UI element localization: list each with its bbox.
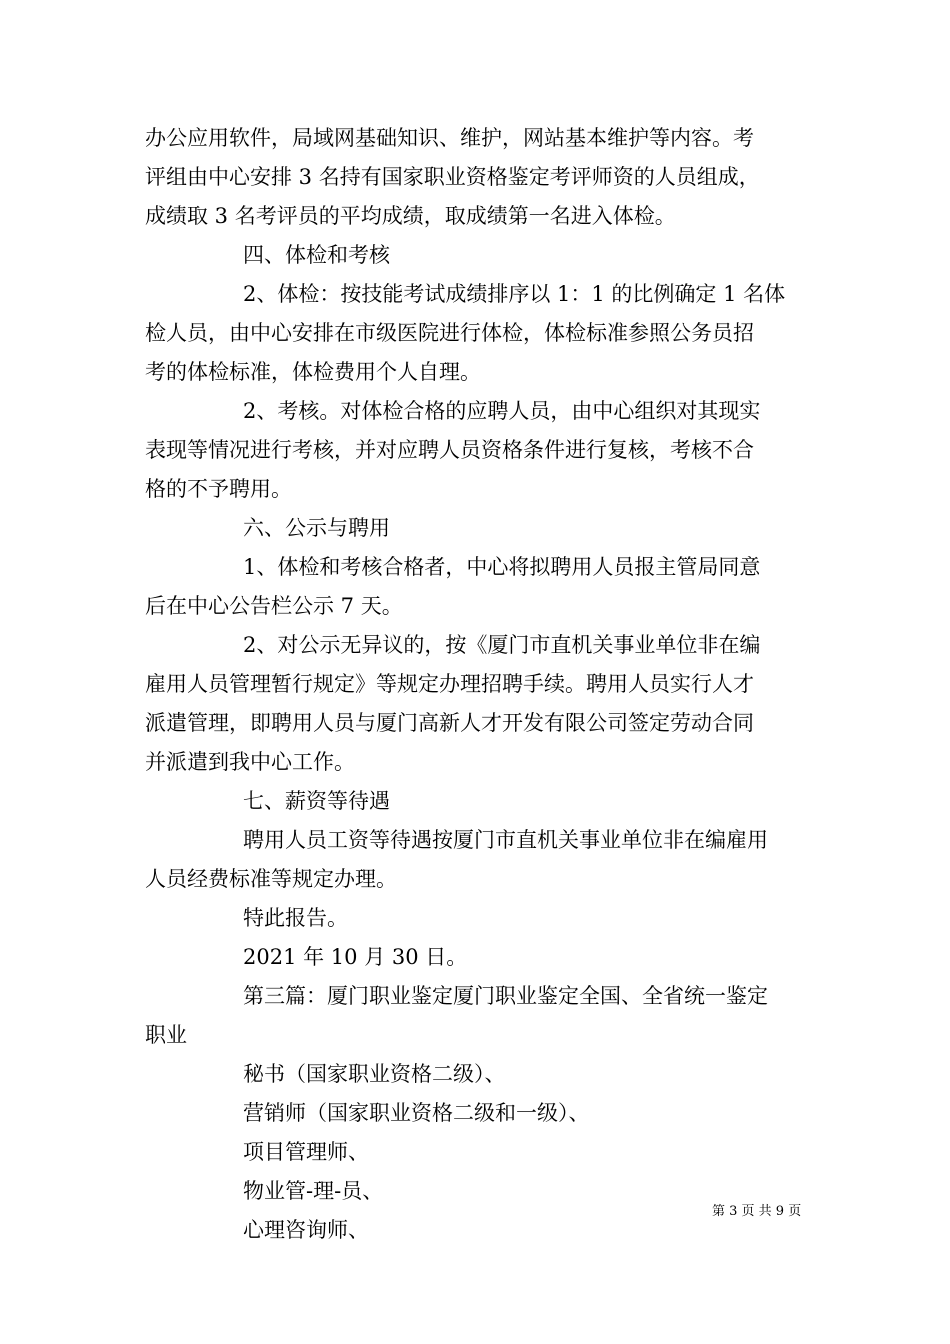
paragraph-line: 2、体检：按技能考试成绩排序以 1：1 的比例确定 1 名体 <box>243 282 786 306</box>
list-item: 项目管理师、 <box>243 1140 369 1164</box>
section-heading: 四、体检和考核 <box>243 243 390 267</box>
paragraph-line: 后在中心公告栏公示 7 天。 <box>145 594 403 618</box>
list-item: 心理咨询师、 <box>243 1218 369 1242</box>
paragraph-line: 并派遣到我中心工作。 <box>145 750 355 774</box>
section-heading: 七、薪资等待遇 <box>243 789 390 813</box>
paragraph-line: 检人员，由中心安排在市级医院进行体检，体检标准参照公务员招 <box>145 321 754 345</box>
paragraph-line: 派遣管理，即聘用人员与厦门高新人才开发有限公司签定劳动合同 <box>145 711 754 735</box>
paragraph-line: 聘用人员工资等待遇按厦门市直机关事业单位非在编雇用 <box>243 828 768 852</box>
paragraph-line: 雇用人员管理暂行规定》等规定办理招聘手续。聘用人员实行人才 <box>145 672 754 696</box>
list-item: 物业管-理-员、 <box>243 1179 384 1203</box>
paragraph-line: 1、体检和考核合格者，中心将拟聘用人员报主管局同意 <box>243 555 761 579</box>
paragraph-line: 考的体检标准，体检费用个人自理。 <box>145 360 481 384</box>
list-item: 秘书（国家职业资格二级）、 <box>243 1062 506 1086</box>
paragraph-line: 职业 <box>145 1023 187 1047</box>
section-heading: 第三篇：厦门职业鉴定厦门职业鉴定全国、全省统一鉴定 <box>243 984 768 1008</box>
date-line: 2021 年 10 月 30 日。 <box>243 945 468 969</box>
paragraph-line: 成绩取 3 名考评员的平均成绩，取成绩第一名进入体检。 <box>145 204 676 228</box>
page-number-footer: 第 3 页 共 9 页 <box>712 1204 802 1219</box>
closing-line: 特此报告。 <box>243 906 348 930</box>
paragraph-line: 人员经费标准等规定办理。 <box>145 867 397 891</box>
paragraph-line: 2、对公示无异议的，按《厦门市直机关事业单位非在编 <box>243 633 761 657</box>
paragraph-line: 格的不予聘用。 <box>145 477 292 501</box>
paragraph-line: 2、考核。对体检合格的应聘人员，由中心组织对其现实 <box>243 399 761 423</box>
section-heading: 六、公示与聘用 <box>243 516 390 540</box>
paragraph-line: 评组由中心安排 3 名持有国家职业资格鉴定考评师资的人员组成， <box>145 165 760 189</box>
paragraph-line: 办公应用软件，局域网基础知识、维护，网站基本维护等内容。考 <box>145 126 754 150</box>
list-item: 营销师（国家职业资格二级和一级）、 <box>243 1101 590 1125</box>
paragraph-line: 表现等情况进行考核，并对应聘人员资格条件进行复核，考核不合 <box>145 438 754 462</box>
